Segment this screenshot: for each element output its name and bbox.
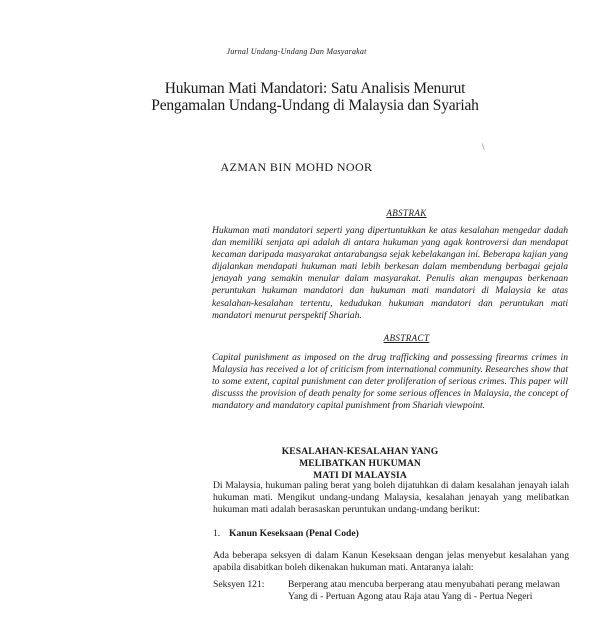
section-paragraph: Di Malaysia, hukuman paling berat yang boleh dijatuhkan di dalam kesalahan jenayah ialah hukuman mati. Mengikut undang-undang Malaysia, kesalahan jenayah yang melibatkan hukuman mati adalah berasaskan peruntukan undang-undang berikut: — [213, 480, 569, 516]
paper-title — [150, 80, 480, 114]
stray-mark: \ — [482, 142, 485, 152]
journal-header: Jurnal Undang-Undang Dan Masyarakat — [226, 47, 367, 56]
abstrak-body: Hukuman mati mandatori seperti yang dipertuntukkan ke atas kesalahan mengedar dadah dan memiliki senjata api adalah di antara hukuman yang agak kontroversi dan mendapat kecaman daripada masyarakat antarabangsa sejak kebelakangan ini. Beberapa kajian yang dijalankan mendapati hukuman mati lebih berkesan dalam membendung berbagai gejala jenayah yang semakin menular dalam masyarakat. Penulis akan mengupas berkenaan peruntukan hukuman mandatori dan hukuman mati mandatori di Malaysia ke atas kesalahan-kesalahan tertentu, kedudukan hukuman mandatori dan peruntukan mati mandatori menurut perspektif Shariah. — [212, 225, 568, 321]
abstract-body: Capital punishment as imposed on the drug trafficking and possessing firearms crimes in Malaysia has received a lot of criticism from international community. Researches show that to some extent, capital punishment can deter proliferation of serious crimes. This paper will discusss the provision of death penalty for some serious offences in Malaysia, the concept of mandatory and mandatory capital punishment from Shariah viewpoint. — [212, 352, 568, 412]
subsection-paragraph: Ada beberapa seksyen di dalam Kanun Keseksaan dengan jelas menyebut kesalahan yang apabila disabitkan boleh dikenakan hukuman mati. Antaranya ialah: — [213, 550, 569, 574]
section-title — [250, 446, 470, 482]
paper-title-line-2: Pengamalan Undang-Undang di Malaysia dan Syariah — [151, 97, 479, 114]
abstrak-heading: ABSTRAK — [386, 208, 427, 218]
author-name: AZMAN BIN MOHD NOOR — [220, 160, 373, 174]
paper-title-line-1: Hukuman Mati Mandatori: Satu Analisis Menurut — [164, 80, 466, 97]
seksyen-text: Berperang atau mencuba berperang atau menyubahati perang melawan Yang di - Pertuan Agong atau Raja atau Yang di - Pertua Negeri — [288, 579, 560, 603]
subsection-heading — [213, 528, 359, 539]
abstract-heading: ABSTRACT — [383, 333, 430, 343]
seksyen-label: Seksyen 121: — [213, 579, 265, 590]
section-title-line-1: KESALAHAN-KESALAHAN YANG MELIBATKAN HUKUMAN — [281, 446, 439, 469]
section-title-line-2: MATI DI MALAYSIA — [313, 470, 407, 481]
subsection-title: Kanun Keseksaan (Penal Code) — [229, 528, 359, 539]
subsection-number: 1. — [213, 528, 221, 539]
